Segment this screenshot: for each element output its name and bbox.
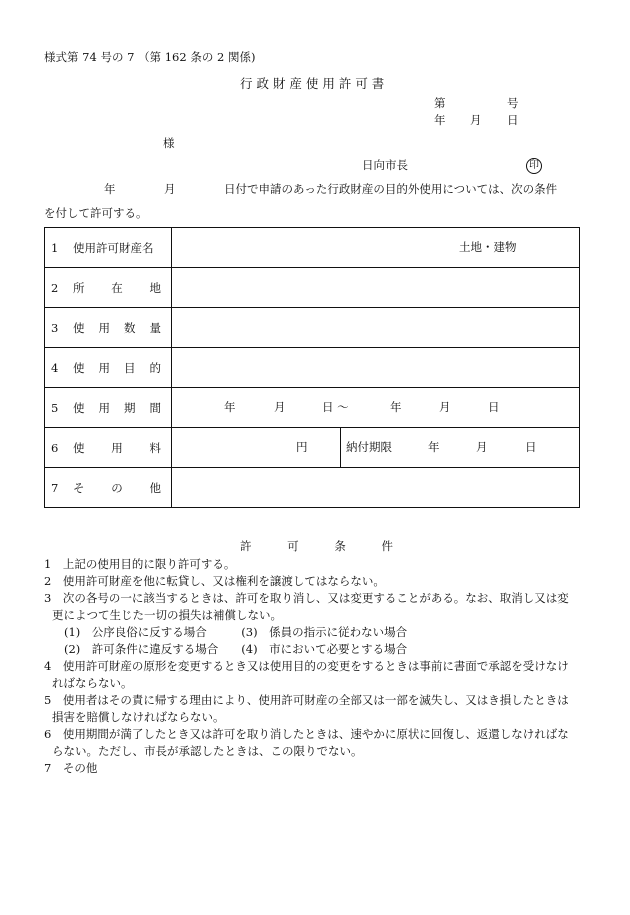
conditions-heading: 許 可 条 件 xyxy=(240,539,393,553)
property-name-value: 土地・建物 xyxy=(172,228,580,268)
form-number: 様式第 74 号の 7 （第 162 条の 2 関係) xyxy=(44,50,256,64)
purpose-value xyxy=(172,348,580,388)
condition-line: 損害を賠償しなければならない。 xyxy=(52,710,225,724)
table-row xyxy=(45,308,580,348)
location-value xyxy=(172,268,580,308)
condition-line: 2 使用許可財産を他に転貸し、又は権利を譲渡してはならない。 xyxy=(44,574,385,588)
row-label: 使 用 数 量 xyxy=(73,320,161,335)
condition-line: ればならない。 xyxy=(52,676,133,690)
row-number: 7 xyxy=(51,480,59,495)
condition-line: 4 使用許可財産の原形を変更するとき又は使用目的の変更をするときは事前に書面で承認を受けなけ xyxy=(44,659,569,673)
condition-line: 3 次の各号の一に該当するときは、許可を取り消し、又は変更することがある。なお、取消し又は変 xyxy=(44,591,569,605)
condition-line: 6 使用期間が満了したとき又は許可を取り消したときは、速やかに原状に回復し、返還しなければな xyxy=(44,727,569,741)
permit-table xyxy=(44,227,580,508)
intro-line-2: を付して許可する。 xyxy=(44,206,148,220)
intro-year: 年 xyxy=(104,182,116,196)
condition-line: 7 その他 xyxy=(44,761,98,775)
condition-line: 更によつて生じた一切の損失は補償しない。 xyxy=(52,608,282,622)
row-label: 使 用 期 間 xyxy=(73,400,161,415)
seal-mark: 印 xyxy=(526,158,542,174)
row-number: 3 xyxy=(51,320,59,335)
condition-line: 5 使用者はその責に帰する理由により、使用許可財産の全部又は一部を滅失し、又はき損したときは xyxy=(44,693,569,707)
intro-line-1: 日付で申請のあった行政財産の目的外使用については、次の条件 xyxy=(224,182,558,196)
condition-subitem: (2) 許可条件に違反する場合 (4) 市において必要とする場合 xyxy=(64,642,408,656)
row-label: 使 用 目 的 xyxy=(73,360,161,375)
table-row xyxy=(45,468,580,508)
fee-value: 円 納付期限 年 月 日 xyxy=(172,428,580,468)
issue-year: 年 xyxy=(434,113,446,127)
row-number: 6 xyxy=(51,440,59,455)
table-row xyxy=(45,388,580,428)
condition-subitem: (1) 公序良俗に反する場合 (3) 係員の指示に従わない場合 xyxy=(64,625,408,639)
table-row xyxy=(45,268,580,308)
row-label: 使 用 料 xyxy=(73,440,161,455)
condition-line: らない。ただし、市長が承認したときは、この限りでない。 xyxy=(52,744,363,758)
table-row xyxy=(45,348,580,388)
addressee-suffix: 様 xyxy=(163,136,175,150)
document-title: 行 政 財 産 使 用 許 可 書 xyxy=(240,76,385,91)
issue-month: 月 xyxy=(470,113,482,127)
row-label: 所 在 地 xyxy=(73,280,161,295)
row-number: 5 xyxy=(51,400,59,415)
row-label: 使用許可財産名 xyxy=(73,240,154,255)
intro-month: 月 xyxy=(164,182,176,196)
condition-line: 1 上記の使用目的に限り許可する。 xyxy=(44,557,236,571)
issue-day: 日 xyxy=(507,113,519,127)
conditions-list xyxy=(44,556,592,777)
table-row xyxy=(45,428,580,468)
issuer-name: 日向市長 xyxy=(362,158,408,172)
table-row xyxy=(45,228,580,268)
row-number: 2 xyxy=(51,280,59,295)
doc-no-suffix: 号 xyxy=(507,96,519,110)
row-number: 4 xyxy=(51,360,59,375)
row-number: 1 xyxy=(51,240,59,255)
other-value xyxy=(172,468,580,508)
quantity-value xyxy=(172,308,580,348)
period-value: 年 月 日 〜 年 月 日 xyxy=(172,388,580,428)
fee-divider xyxy=(340,428,341,467)
doc-no-prefix: 第 xyxy=(434,96,446,110)
row-label: そ の 他 xyxy=(73,480,161,495)
